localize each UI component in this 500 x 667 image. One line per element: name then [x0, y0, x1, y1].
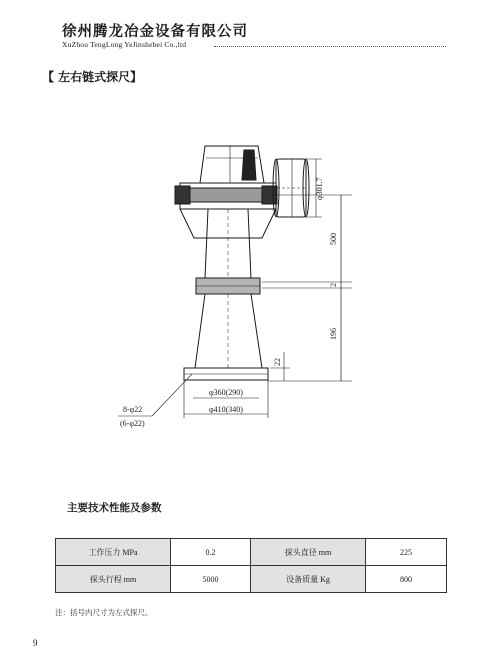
param-label-cell: 探头直径 mm — [251, 539, 366, 566]
dim-drum-diameter-label: φ301.7 — [315, 177, 324, 200]
param-value-cell: 5000 — [171, 566, 251, 593]
param-value-cell: 0.2 — [171, 539, 251, 566]
dim-196-label: 196 — [329, 328, 338, 340]
page-number: 9 — [33, 638, 38, 648]
lower-column — [195, 294, 262, 368]
dim-22-label: 22 — [273, 358, 282, 366]
header-dotted-rule — [214, 46, 446, 47]
left-bearing — [175, 186, 190, 204]
footnote: 注：括号内尺寸为左式探尺。 — [55, 608, 153, 617]
bolt-spec-label: 8-φ22 — [123, 405, 143, 414]
params-heading: 主要技术性能及参数 — [67, 502, 162, 514]
gearbox-plate — [187, 188, 269, 202]
param-value-cell: 225 — [366, 539, 447, 566]
section-title: 【 左右链式探尺】 — [42, 70, 143, 84]
param-label-cell: 工作压力 MPa — [56, 539, 171, 566]
cap-cutout — [242, 150, 256, 180]
chain-drum — [276, 159, 306, 217]
upper-column-right — [248, 209, 251, 278]
company-name-en: XuZhou TengLong YeJinshebei Co.,ltd — [62, 40, 187, 49]
param-value-cell: 800 — [366, 566, 447, 593]
company-name-cn: 徐州腾龙冶金设备有限公司 — [62, 23, 248, 40]
params-table — [55, 538, 447, 593]
dim-360-label: φ360(290) — [209, 388, 243, 397]
table-row — [56, 539, 447, 566]
technical-drawing — [100, 130, 390, 440]
table-row — [56, 566, 447, 593]
dim-410-label: φ410(340) — [209, 405, 243, 414]
upper-column-left — [205, 209, 208, 278]
param-label-cell: 探头行程 mm — [56, 566, 171, 593]
dim-2-label: 2 — [329, 283, 338, 287]
bolt-leader — [152, 374, 192, 416]
param-label-cell: 设备质量 Kg — [251, 566, 366, 593]
bolt-spec-alt-label: (6-φ22) — [120, 419, 145, 428]
dim-500-label: 500 — [329, 233, 338, 245]
